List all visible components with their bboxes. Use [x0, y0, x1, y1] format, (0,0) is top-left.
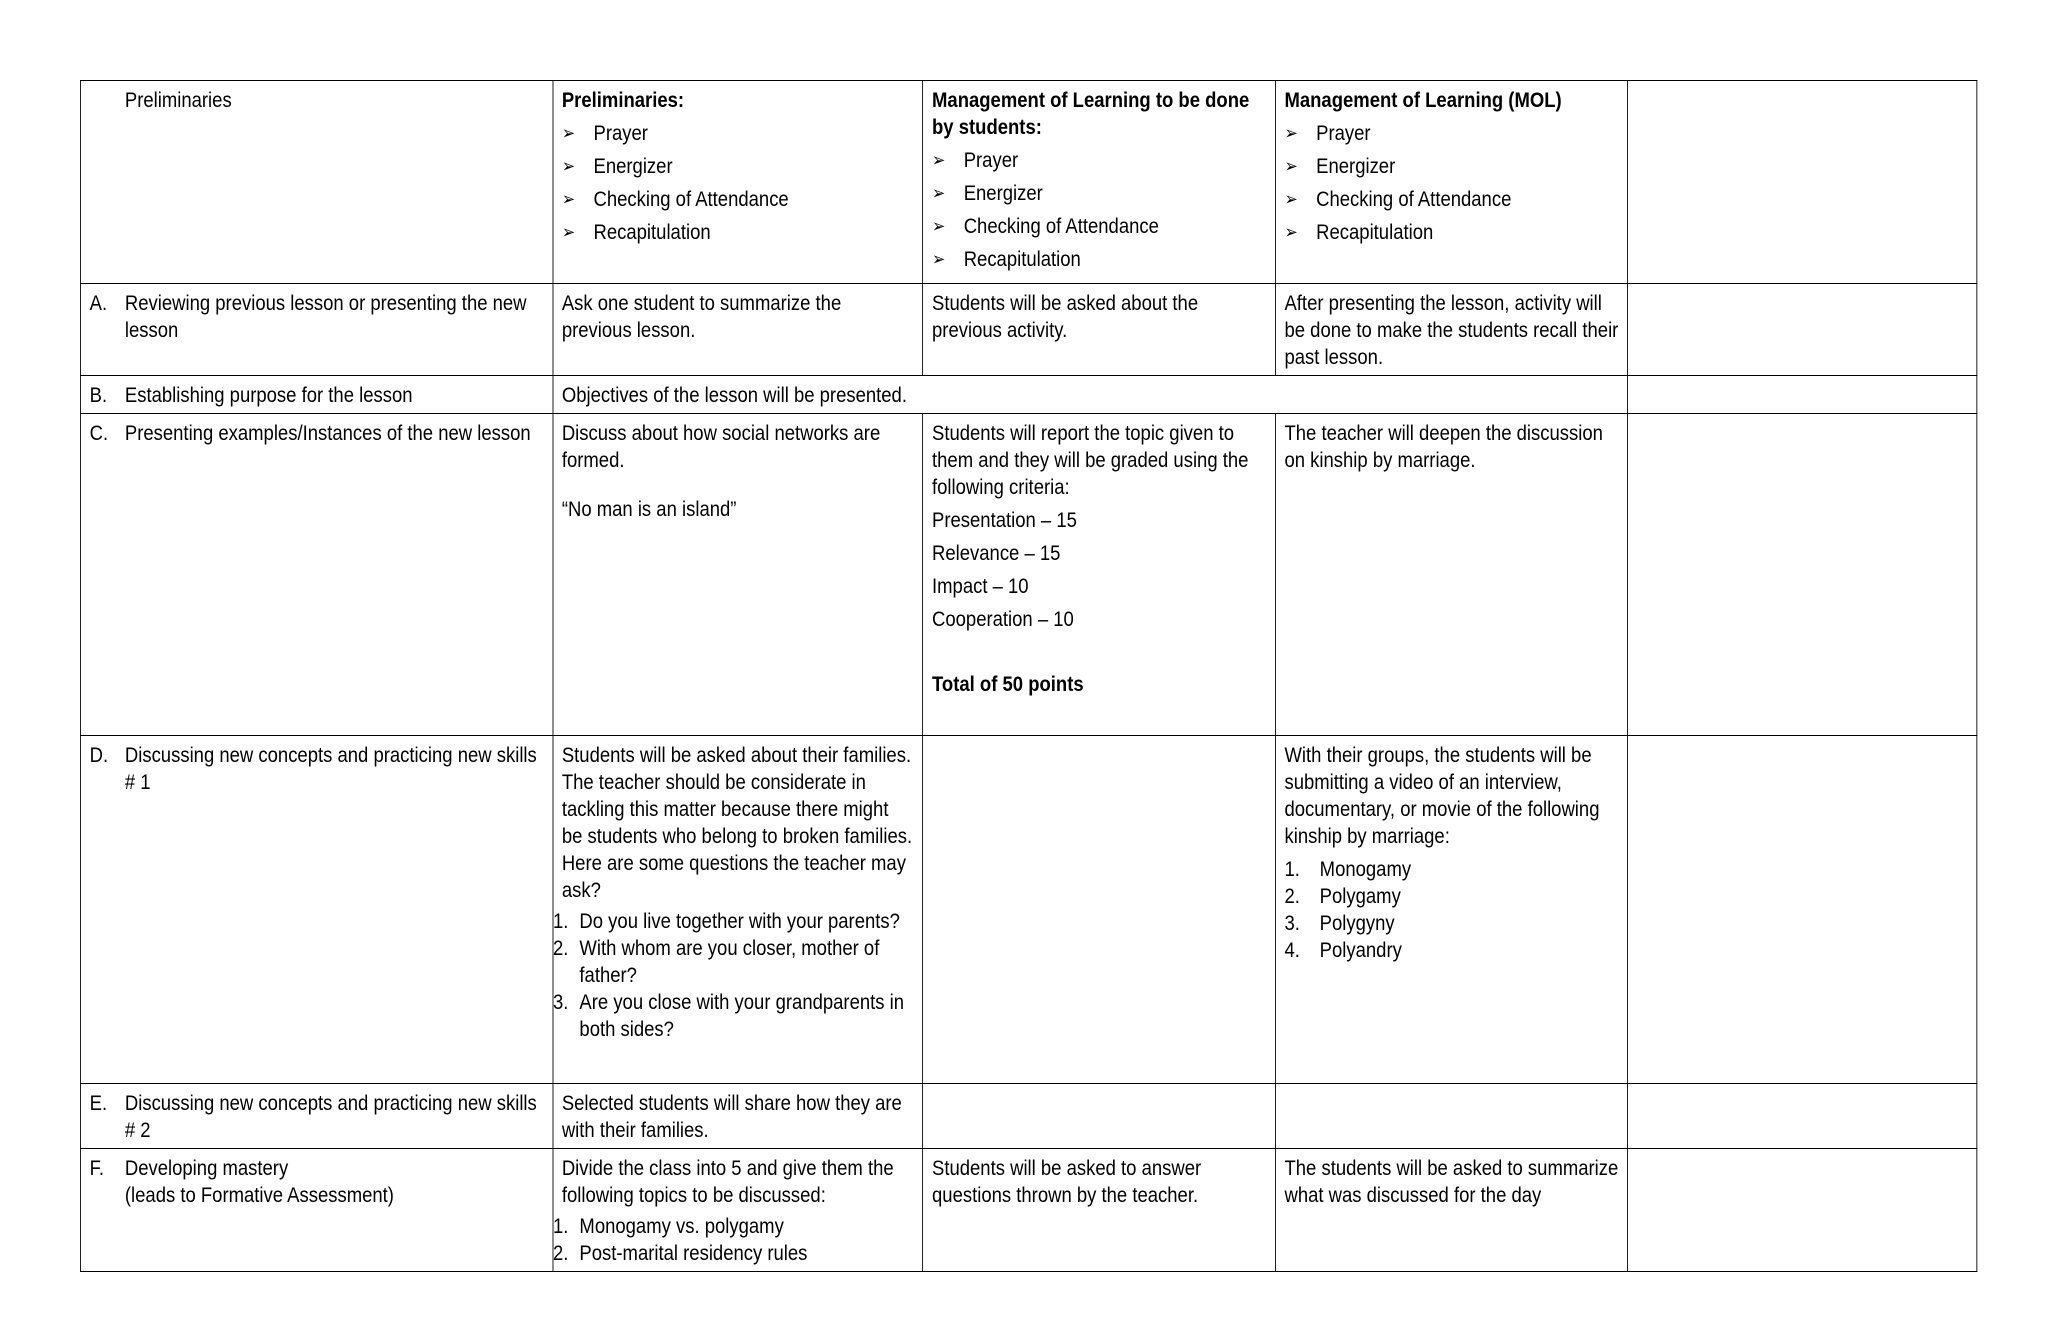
cell-title: Preliminaries:	[561, 89, 685, 112]
arrow-bullet-icon: ➢	[932, 249, 946, 269]
list-item: 2. With whom are you closer, mother of father?	[553, 937, 880, 987]
teacher-activity-cell: Selected students will share how they are with their families.	[553, 1084, 923, 1149]
list-item: 1. Monogamy vs. polygamy	[553, 1215, 784, 1238]
list-item: ➢ Checking of Attendance	[932, 215, 1159, 238]
mol-cell: With their groups, the students will be submitting a video of an interview, documentary, or movie of the following kinship by marriage: 1. Monogamy 2. Polygamy 3. Polygyny 4. Polyandry	[1275, 736, 1627, 1084]
row-label-note: (leads to Formative Assessment)	[124, 1184, 394, 1207]
remarks-cell	[1628, 736, 1977, 1084]
cell-title: Management of Learning (MOL)	[1284, 89, 1562, 112]
list-item: 2. Polygamy	[1284, 885, 1401, 908]
list-item: ➢ Energizer	[1284, 155, 1396, 178]
procedure-cell	[80, 284, 552, 376]
procedure-cell	[80, 736, 552, 1084]
arrow-bullet-icon: ➢	[1284, 156, 1298, 176]
row-letter: A.	[89, 292, 108, 315]
teacher-activity-cell: Discuss about how social networks are formed. “No man is an island”	[553, 414, 923, 736]
student-activity-cell	[923, 736, 1275, 1084]
row-letter	[90, 87, 125, 114]
row-label: Discussing new concepts and practicing new skills # 1	[124, 744, 537, 794]
list-item: ➢ Recapitulation	[932, 248, 1081, 271]
student-activity-cell: Students will be asked to answer questions thrown by the teacher.	[923, 1149, 1275, 1272]
procedure-cell	[80, 376, 552, 414]
remarks-cell	[1628, 414, 1977, 736]
row-letter: D.	[89, 744, 109, 767]
row-label: Preliminaries	[124, 89, 232, 112]
table-row	[80, 736, 1976, 1084]
quote-text: “No man is an island”	[561, 498, 737, 521]
mol-cell	[1275, 1084, 1627, 1149]
list-item: ➢ Checking of Attendance	[1284, 188, 1512, 211]
bullet-list	[562, 120, 914, 246]
row-letter: E.	[89, 1092, 108, 1115]
list-item: ➢ Checking of Attendance	[561, 188, 789, 211]
table-row	[80, 284, 1976, 376]
student-activity-cell: Students will be asked about the previous activity.	[923, 284, 1275, 376]
list-item: 1. Do you live together with your parents?	[553, 910, 900, 933]
arrow-bullet-icon: ➢	[1284, 189, 1298, 209]
arrow-bullet-icon: ➢	[561, 156, 576, 176]
numbered-list	[553, 908, 914, 1043]
row-letter: B.	[89, 384, 108, 407]
arrow-bullet-icon: ➢	[561, 222, 576, 242]
mol-cell: The teacher will deepen the discussion on kinship by marriage.	[1275, 414, 1627, 736]
total-points: Total of 50 points	[932, 673, 1084, 696]
procedure-cell	[80, 1149, 552, 1272]
list-item: ➢ Prayer	[561, 122, 648, 145]
student-activity-cell	[923, 81, 1275, 284]
student-activity-cell: Students will report the topic given to them and they will be graded using the following criteria: Presentation – 15 Relevance – 15 Impact – 10 Cooperation – 10 Total of 50 points	[923, 414, 1275, 736]
list-item: Cooperation – 10	[932, 608, 1074, 631]
row-label: Discussing new concepts and practicing new skills # 2	[124, 1092, 537, 1142]
list-item: Relevance – 15	[932, 542, 1061, 565]
table-row	[80, 1084, 1976, 1149]
list-item: 4. Polyandry	[1284, 939, 1402, 962]
row-letter: C.	[89, 422, 109, 445]
teacher-activity-cell: Ask one student to summarize the previous lesson.	[553, 284, 923, 376]
lesson-plan-document	[80, 80, 1977, 1272]
list-item: 3. Polygyny	[1284, 912, 1395, 935]
table-row	[80, 1149, 1976, 1272]
teacher-activity-cell: Students will be asked about their families. The teacher should be considerate in tackling this matter because there might be students who belong to broken families. Here are some questions the teacher may ask? 1. Do you live together with your parents? 2. With whom are you closer, mother of father? 3. Are you close with your grandparents in both sides?	[553, 736, 923, 1084]
arrow-bullet-icon: ➢	[561, 123, 576, 143]
numbered-list	[553, 1213, 914, 1267]
procedure-cell	[80, 81, 552, 284]
cell-title: Management of Learning to be done by students:	[932, 89, 1250, 139]
list-item: ➢ Prayer	[932, 149, 1019, 172]
bullet-list	[1284, 120, 1618, 246]
list-item: 3. Are you close with your grandparents in both sides?	[553, 991, 905, 1041]
list-item: 2. Post-marital residency rules	[553, 1242, 808, 1265]
list-item: ➢ Energizer	[561, 155, 673, 178]
arrow-bullet-icon: ➢	[932, 216, 946, 236]
remarks-cell	[1628, 81, 1977, 284]
row-label: Presenting examples/Instances of the new lesson	[124, 422, 531, 445]
procedure-cell	[80, 1084, 552, 1149]
arrow-bullet-icon: ➢	[932, 150, 946, 170]
list-item: ➢ Energizer	[932, 182, 1043, 205]
remarks-cell	[1628, 1084, 1977, 1149]
bullet-list	[932, 147, 1266, 273]
list-item: Impact – 10	[932, 575, 1029, 598]
remarks-cell	[1628, 284, 1977, 376]
list-item: ➢ Recapitulation	[561, 221, 711, 244]
list-item: Presentation – 15	[932, 509, 1077, 532]
teacher-activity-cell: Divide the class into 5 and give them the following topics to be discussed: 1. Monogamy vs. polygamy 2. Post-marital residency rules	[553, 1149, 923, 1272]
arrow-bullet-icon: ➢	[561, 189, 576, 209]
table-row	[80, 414, 1976, 736]
lesson-plan-table	[80, 80, 1977, 1272]
arrow-bullet-icon: ➢	[932, 183, 946, 203]
mol-cell: The students will be asked to summarize what was discussed for the day	[1275, 1149, 1627, 1272]
list-item: ➢ Recapitulation	[1284, 221, 1434, 244]
arrow-bullet-icon: ➢	[1284, 123, 1298, 143]
criteria-list	[932, 507, 1266, 633]
table-row	[80, 81, 1976, 284]
list-item: 1. Monogamy	[1284, 858, 1412, 881]
row-letter: F.	[89, 1157, 105, 1180]
numbered-list	[1284, 856, 1618, 964]
student-activity-cell	[923, 1084, 1275, 1149]
procedure-cell	[80, 414, 552, 736]
row-label: Developing mastery	[124, 1157, 289, 1180]
arrow-bullet-icon: ➢	[1284, 222, 1298, 242]
remarks-cell	[1628, 376, 1977, 414]
mol-cell: After presenting the lesson, activity will be done to make the students recall their past lesson.	[1275, 284, 1627, 376]
list-item: ➢ Prayer	[1284, 122, 1371, 145]
teacher-activity-cell	[553, 81, 923, 284]
mol-cell	[1275, 81, 1627, 284]
table-row	[80, 376, 1976, 414]
merged-activity-cell: Objectives of the lesson will be presented.	[553, 376, 1628, 414]
row-label: Establishing purpose for the lesson	[124, 384, 413, 407]
row-label: Reviewing previous lesson or presenting the new lesson	[124, 292, 527, 342]
remarks-cell	[1628, 1149, 1977, 1272]
